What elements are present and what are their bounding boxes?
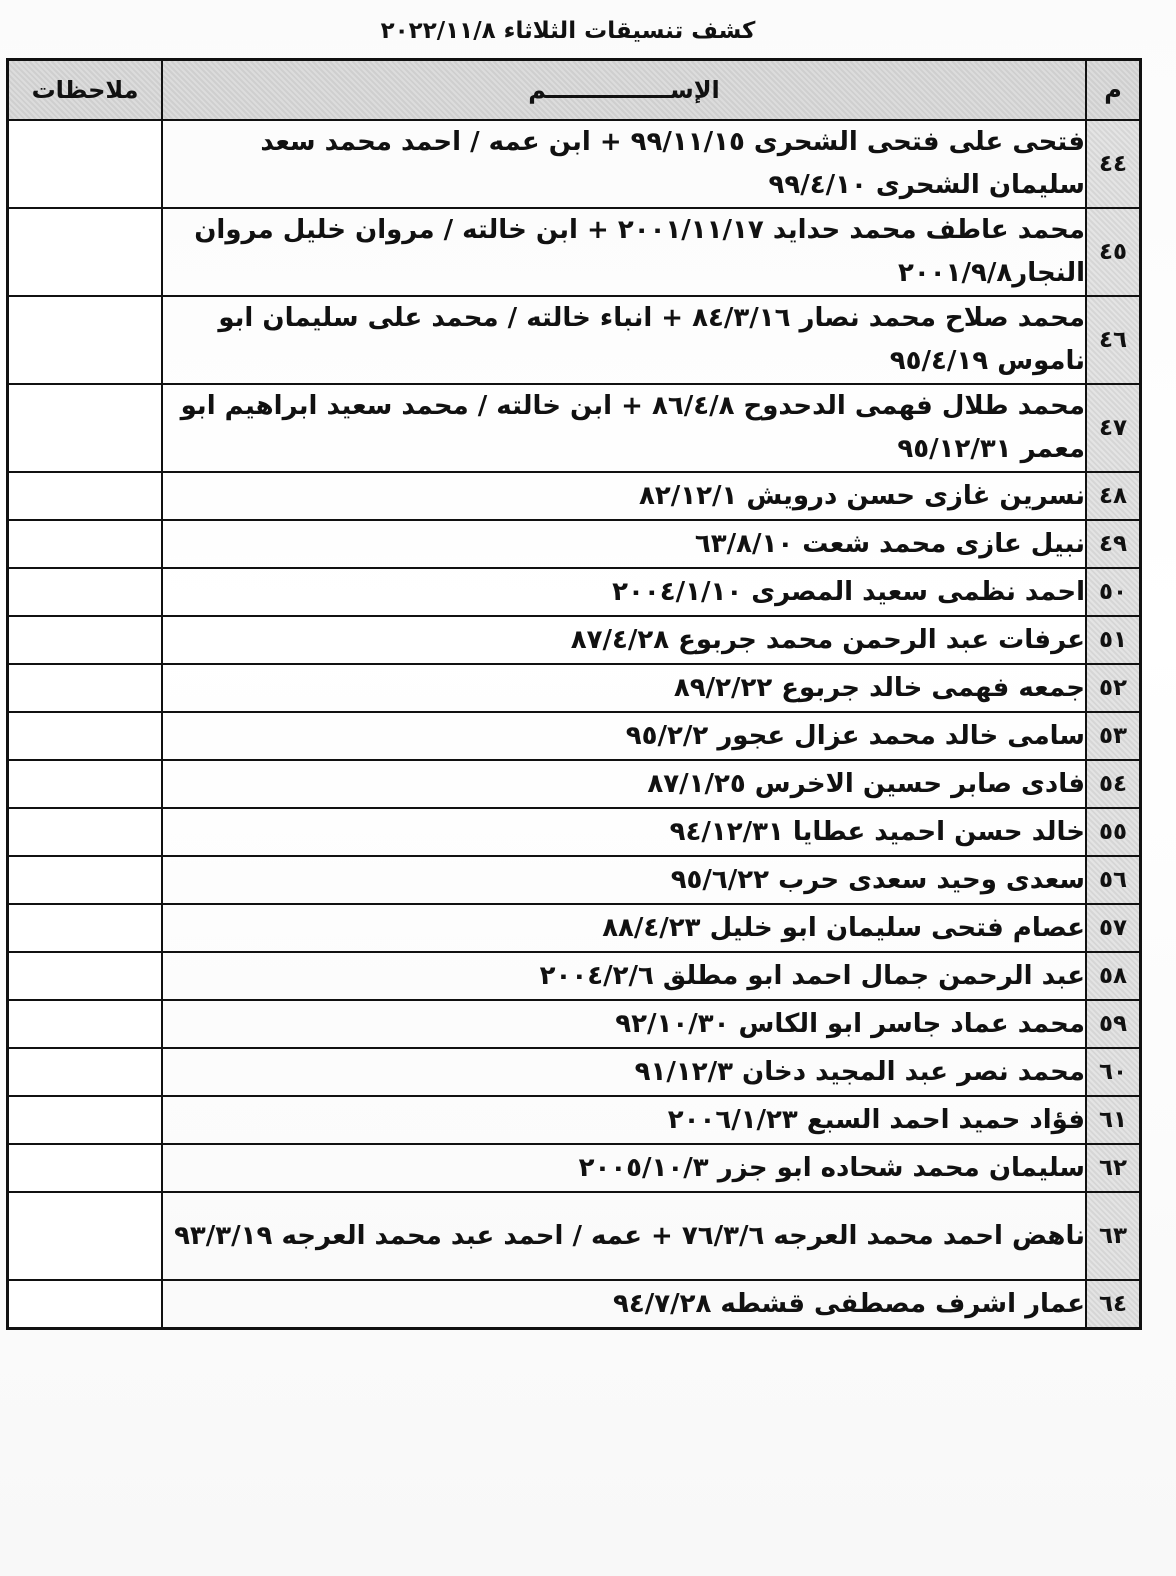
row-notes bbox=[8, 712, 163, 760]
row-number: ٥٧ bbox=[1086, 904, 1141, 952]
row-name: سعدى وحيد سعدى حرب ٩٥/٦/٢٢ bbox=[162, 856, 1086, 904]
row-notes bbox=[8, 296, 163, 384]
table-row bbox=[8, 856, 1141, 904]
header-number: م bbox=[1086, 60, 1141, 121]
row-name: محمد صلاح محمد نصار ٨٤/٣/١٦ + انباء خالته / محمد على سليمان ابو ناموس ٩٥/٤/١٩ bbox=[162, 296, 1086, 384]
row-notes bbox=[8, 664, 163, 712]
row-number: ٤٩ bbox=[1086, 520, 1141, 568]
row-number: ٥٣ bbox=[1086, 712, 1141, 760]
row-notes bbox=[8, 1096, 163, 1144]
row-name: فادى صابر حسين الاخرس ٨٧/١/٢٥ bbox=[162, 760, 1086, 808]
row-number: ٥١ bbox=[1086, 616, 1141, 664]
row-name: عمار اشرف مصطفى قشطه ٩٤/٧/٢٨ bbox=[162, 1280, 1086, 1329]
table-row bbox=[8, 760, 1141, 808]
row-number: ٤٧ bbox=[1086, 384, 1141, 472]
row-number: ٤٨ bbox=[1086, 472, 1141, 520]
row-number: ٤٤ bbox=[1086, 120, 1141, 208]
row-name: عرفات عبد الرحمن محمد جربوع ٨٧/٤/٢٨ bbox=[162, 616, 1086, 664]
row-name: سليمان محمد شحاده ابو جزر ٢٠٠٥/١٠/٣ bbox=[162, 1144, 1086, 1192]
row-name: محمد طلال فهمى الدحدوح ٨٦/٤/٨ + ابن خالته / محمد سعيد ابراهيم ابو معمر ٩٥/١٢/٣١ bbox=[162, 384, 1086, 472]
row-name: عصام فتحى سليمان ابو خليل ٨٨/٤/٢٣ bbox=[162, 904, 1086, 952]
header-notes: ملاحظات bbox=[8, 60, 163, 121]
row-number: ٥٩ bbox=[1086, 1000, 1141, 1048]
row-name: خالد حسن احميد عطايا ٩٤/١٢/٣١ bbox=[162, 808, 1086, 856]
row-notes bbox=[8, 1144, 163, 1192]
row-number: ٤٥ bbox=[1086, 208, 1141, 296]
row-name: نبيل عازى محمد شعت ٦٣/٨/١٠ bbox=[162, 520, 1086, 568]
table-row bbox=[8, 520, 1141, 568]
row-number: ٥٦ bbox=[1086, 856, 1141, 904]
table-row bbox=[8, 1000, 1141, 1048]
row-name: فتحى على فتحى الشحرى ٩٩/١١/١٥ + ابن عمه / احمد محمد سعد سليمان الشحرى ٩٩/٤/١٠ bbox=[162, 120, 1086, 208]
row-name: فؤاد حميد احمد السبع ٢٠٠٦/١/٢٣ bbox=[162, 1096, 1086, 1144]
row-notes bbox=[8, 1048, 163, 1096]
row-notes bbox=[8, 384, 163, 472]
row-number: ٥٠ bbox=[1086, 568, 1141, 616]
table-row bbox=[8, 472, 1141, 520]
row-number: ٥٥ bbox=[1086, 808, 1141, 856]
row-notes bbox=[8, 952, 163, 1000]
table-row bbox=[8, 568, 1141, 616]
row-notes bbox=[8, 472, 163, 520]
row-notes bbox=[8, 1192, 163, 1280]
row-name: محمد عماد جاسر ابو الكاس ٩٢/١٠/٣٠ bbox=[162, 1000, 1086, 1048]
table-row bbox=[8, 904, 1141, 952]
row-number: ٦٤ bbox=[1086, 1280, 1141, 1329]
row-name: ناهض احمد محمد العرجه ٧٦/٣/٦ + عمه / احمد عبد محمد العرجه ٩٣/٣/١٩ bbox=[162, 1192, 1086, 1280]
row-name: جمعه فهمى خالد جربوع ٨٩/٢/٢٢ bbox=[162, 664, 1086, 712]
row-name: محمد نصر عبد المجيد دخان ٩١/١٢/٣ bbox=[162, 1048, 1086, 1096]
row-notes bbox=[8, 120, 163, 208]
table-row bbox=[8, 1096, 1141, 1144]
row-notes bbox=[8, 760, 163, 808]
row-notes bbox=[8, 616, 163, 664]
row-notes bbox=[8, 1000, 163, 1048]
table-row bbox=[8, 664, 1141, 712]
row-name: احمد نظمى سعيد المصرى ٢٠٠٤/١/١٠ bbox=[162, 568, 1086, 616]
table-row bbox=[8, 120, 1141, 208]
row-number: ٦٠ bbox=[1086, 1048, 1141, 1096]
row-number: ٥٨ bbox=[1086, 952, 1141, 1000]
page-title: كشف تنسيقات الثلاثاء ٢٠٢٢/١١/٨ bbox=[380, 18, 756, 44]
row-name: نسرين غازى حسن درويش ٨٢/١٢/١ bbox=[162, 472, 1086, 520]
table-row bbox=[8, 1048, 1141, 1096]
table-row bbox=[8, 712, 1141, 760]
table-row bbox=[8, 1280, 1141, 1329]
row-notes bbox=[8, 520, 163, 568]
row-number: ٦٢ bbox=[1086, 1144, 1141, 1192]
table-row bbox=[8, 1192, 1141, 1280]
row-notes bbox=[8, 904, 163, 952]
row-number: ٦٣ bbox=[1086, 1192, 1141, 1280]
table-row bbox=[8, 296, 1141, 384]
row-notes bbox=[8, 856, 163, 904]
row-name: سامى خالد محمد عزال عجور ٩٥/٢/٢ bbox=[162, 712, 1086, 760]
row-name: محمد عاطف محمد حدايد ٢٠٠١/١١/١٧ + ابن خالته / مروان خليل مروان النجار٢٠٠١/٩/٨ bbox=[162, 208, 1086, 296]
row-number: ٦١ bbox=[1086, 1096, 1141, 1144]
row-notes bbox=[8, 208, 163, 296]
table-row bbox=[8, 808, 1141, 856]
names-table bbox=[6, 58, 1142, 1330]
table-row bbox=[8, 952, 1141, 1000]
table-row bbox=[8, 616, 1141, 664]
table-row bbox=[8, 384, 1141, 472]
table-row bbox=[8, 1144, 1141, 1192]
table-header-row bbox=[8, 60, 1141, 121]
row-name: عبد الرحمن جمال احمد ابو مطلق ٢٠٠٤/٢/٦ bbox=[162, 952, 1086, 1000]
row-number: ٤٦ bbox=[1086, 296, 1141, 384]
table-row bbox=[8, 208, 1141, 296]
row-notes bbox=[8, 808, 163, 856]
row-number: ٥٤ bbox=[1086, 760, 1141, 808]
row-notes bbox=[8, 1280, 163, 1329]
header-name: الإســـــــــــــــم bbox=[162, 60, 1086, 121]
row-notes bbox=[8, 568, 163, 616]
row-number: ٥٢ bbox=[1086, 664, 1141, 712]
